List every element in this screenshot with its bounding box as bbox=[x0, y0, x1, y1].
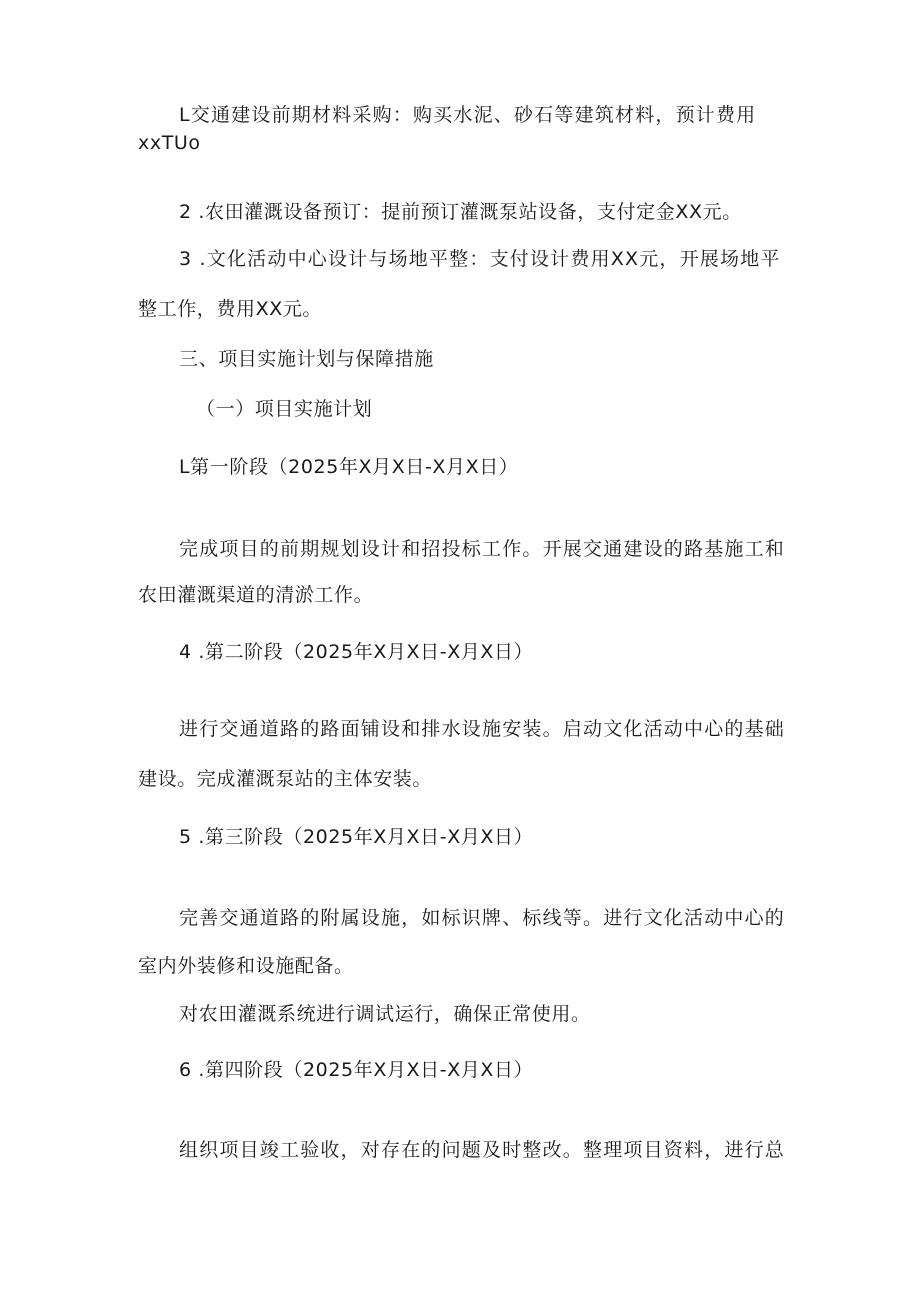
phase-1-text-cont: 农田灌溉渠道的清淤工作。 bbox=[138, 584, 374, 606]
phase-4-heading: 6 .第四阶段（2025年X月X日-X月X日） bbox=[179, 1059, 534, 1081]
item-cultural-center-design: 3 .文化活动中心设计与场地平整：支付设计费用XX元，开展场地平 bbox=[179, 248, 781, 270]
paragraph-material-procurement-cont: xxTUo bbox=[138, 132, 201, 154]
item-cultural-center-design-cont: 整工作，费用XX元。 bbox=[138, 298, 323, 320]
phase-2-text: 进行交通道路的路面铺设和排水设施安装。启动文化活动中心的基础 bbox=[179, 718, 786, 740]
phase-4-text: 组织项目竣工验收，对存在的问题及时整改。整理项目资料，进行总 bbox=[179, 1139, 786, 1161]
subsection-heading-1: （一）项目实施计划 bbox=[196, 398, 373, 420]
phase-3-text-cont: 室内外装修和设施配备。 bbox=[138, 955, 354, 977]
phase-1-text: 完成项目的前期规划设计和招投标工作。开展交通建设的路基施工和 bbox=[179, 538, 786, 560]
paragraph-material-procurement: L交通建设前期材料采购：购买水泥、砂石等建筑材料，预计费用 bbox=[179, 104, 757, 126]
item-irrigation-equipment: 2 .农田灌溉设备预订：提前预订灌溉泵站设备，支付定金XX元。 bbox=[179, 201, 742, 223]
phase-3-heading: 5 .第三阶段（2025年X月X日-X月X日） bbox=[179, 826, 534, 848]
phase-3-text: 完善交通道路的附属设施，如标识牌、标线等。进行文化活动中心的 bbox=[179, 907, 786, 929]
phase-3-text-2: 对农田灌溉系统进行调试运行，确保正常使用。 bbox=[179, 1003, 591, 1025]
section-heading-3: 三、项目实施计划与保障措施 bbox=[179, 348, 434, 370]
phase-2-text-cont: 建设。完成灌溉泵站的主体安装。 bbox=[138, 768, 433, 790]
phase-2-heading: 4 .第二阶段（2025年X月X日-X月X日） bbox=[179, 641, 534, 663]
phase-1-heading: L第一阶段（2025年X月X日-X月X日） bbox=[179, 456, 519, 478]
